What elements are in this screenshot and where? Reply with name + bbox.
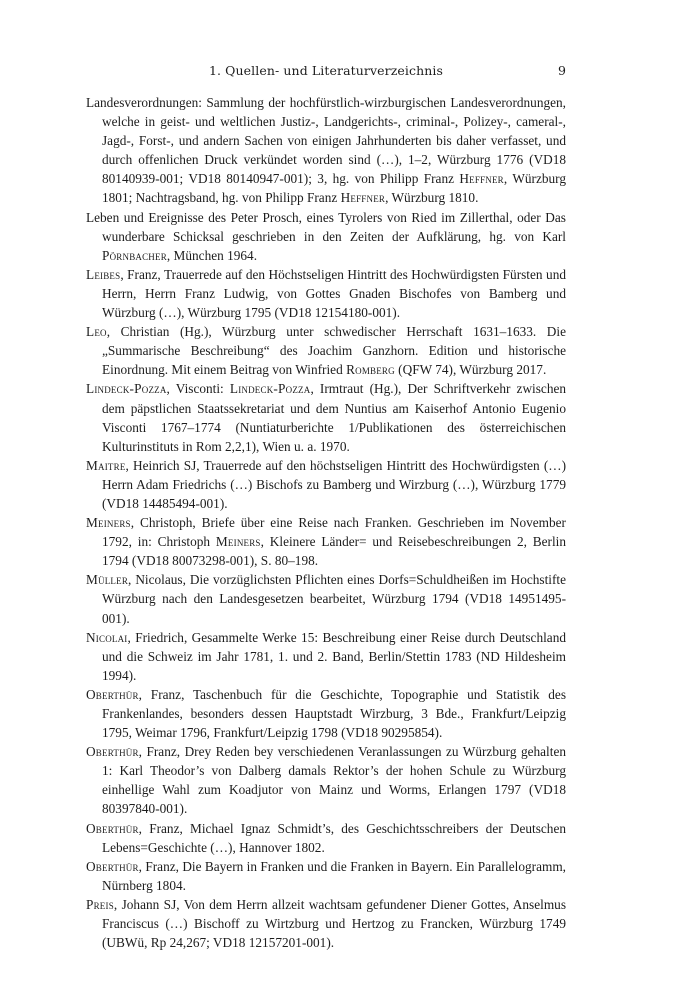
entry-text: , Johann SJ, Von dem Herrn allzeit wachtsam gefundener Diener Gottes, Anselmus Franciscus (…) Bischoff zu Wirtzburg und Hertzog zu Francken, Würzburg 1749 (UBWü, Rp 24,267; VD18 12157201-001). bbox=[102, 896, 566, 951]
entry-text: , Franz, Die Bayern in Franken und die Franken in Bayern. Ein Parallelogramm, Nürnberg 1804. bbox=[102, 858, 566, 893]
entry-text: , Franz, Drey Reden bey verschiedenen Veranlassungen zu Würzburg gehalten 1: Karl Theodor’s von Dalberg damals Rektor’s der hohen Schule zu Würzburg einhellige Wahl zum Koadjutor von Mainz und Worms, Erlangen 1797 (VD18 80397840-001). bbox=[102, 744, 566, 817]
entry-text: , Friedrich, Gesammelte Werke 15: Beschreibung einer Reise durch Deutschland und die Schweiz im Jahr 1781, 1. und 2. Band, Berlin/Stettin 1783 (ND Hildesheim 1994). bbox=[102, 629, 566, 683]
running-header bbox=[86, 61, 566, 81]
entry-author: Preis bbox=[86, 896, 114, 912]
header-title: 1. Quellen- und Literaturverzeichnis bbox=[208, 63, 444, 78]
bibliography-entry bbox=[86, 513, 566, 570]
entry-text: Leben und Ereignisse des Peter Prosch, eines Tyrolers von Ried im Zillerthal, oder Das wunderbare Schicksal geschrieben in den Zeiten der Aufklärung, hg. von Karl bbox=[86, 209, 566, 244]
entry-text: , Visconti: bbox=[166, 381, 230, 397]
entry-author: Oberthür bbox=[86, 820, 139, 836]
entry-author: Oberthür bbox=[86, 686, 139, 702]
entry-name-smallcaps: Romberg bbox=[346, 362, 395, 378]
bibliography-entry bbox=[86, 628, 566, 685]
entry-text: , Nicolaus, Die vorzüglichsten Pflichten eines Dorfs=Schuldheißen im Hochstifte Würzburg nach den Landesgesetzen bearbeitet, Würzburg 1794 (VD18 14951495-001). bbox=[102, 572, 566, 626]
bibliography-list bbox=[86, 93, 566, 952]
entry-name-smallcaps: Lindeck-Pozza bbox=[229, 381, 311, 397]
entry-author: Oberthür bbox=[86, 744, 139, 760]
bibliography-entry bbox=[86, 265, 566, 322]
entry-text: , München 1964. bbox=[166, 247, 258, 263]
entry-text: , Würzburg 1810. bbox=[385, 190, 479, 206]
bibliography-entry bbox=[86, 570, 566, 627]
entry-name-smallcaps: Heffner bbox=[340, 190, 386, 206]
bibliography-entry bbox=[86, 93, 566, 208]
page-number: 9 bbox=[557, 63, 566, 78]
entry-text: , Franz, Michael Ignaz Schmidt’s, des Geschichtsschreibers der Deutschen Lebens=Geschichte (…), Hannover 1802. bbox=[102, 820, 566, 855]
entry-text: , Kleinere Länder= und Reisebeschreibungen 2, Berlin 1794 (VD18 80073298-001), S. 80–198. bbox=[102, 534, 566, 569]
bibliography-entry bbox=[86, 819, 566, 857]
entry-text: Landesverordnungen: Sammlung der hochfürstlich-wirzburgischen Landesverordnungen, welche in geist- und weltlichen Justiz-, Landgerichts-, criminal-, Polizey-, cameral-, Jagd-, Forst-, und andern Sachen von einigen Jahrhunderten bis daher verfasset, und durch offenlichen Druck verkündet worden sind (…), 1–2, Würzburg 1776 (VD18 80140939-001; VD18 80140947-001); 3, hg. von Philipp Franz bbox=[86, 95, 566, 187]
bibliography-entry bbox=[86, 685, 566, 742]
entry-author: Müller bbox=[86, 572, 129, 588]
bibliography-entry bbox=[86, 208, 566, 265]
entry-text: (QFW 74), Würzburg 2017. bbox=[394, 362, 547, 378]
entry-text: , Franz, Taschenbuch für die Geschichte, Topographie und Statistik des Frankenlandes, besonders dessen Hauptstadt Wirzburg, 3 Bde., Frankfurt/Leipzig 1795, Weimar 1796, Frankfurt/Leipzig 1798 (VD18 90295854). bbox=[102, 686, 566, 741]
entry-author: Meiners bbox=[86, 515, 131, 531]
entry-author: Lindeck-Pozza bbox=[86, 381, 167, 397]
entry-text: , Christoph, Briefe über eine Reise nach Franken. Geschrieben im November 1792, in: Christoph bbox=[102, 515, 566, 550]
entry-author: Oberthür bbox=[86, 858, 139, 874]
entry-text: , Würzburg 1801; Nachtragsband, hg. von Philipp Franz bbox=[102, 171, 567, 206]
entry-name-smallcaps: Heffner bbox=[459, 171, 504, 187]
bibliography-entry bbox=[86, 379, 566, 455]
entry-name-smallcaps: Meiners bbox=[215, 534, 261, 550]
bibliography-entry bbox=[86, 895, 566, 952]
entry-author: Leo bbox=[86, 324, 107, 340]
bibliography-entry bbox=[86, 456, 566, 513]
entry-author: Maitre bbox=[86, 457, 126, 473]
bibliography-entry bbox=[86, 322, 566, 379]
entry-author: Leibes bbox=[86, 266, 121, 282]
entry-text: , Franz, Trauerrede auf den Höchstseligen Hintritt des Hochwürdigsten Fürsten und Herrn, Herrn Franz Ludwig, von Gottes Gnaden Bischofes von Bamberg und Würzburg (…), Würzburg 1795 (VD18 12154180-001). bbox=[102, 266, 566, 321]
bibliography-entry bbox=[86, 742, 566, 818]
entry-text: , Heinrich SJ, Trauerrede auf den höchstseligen Hintritt des Hochwürdigsten (…) Herrn Adam Friedrichs (…) Bischofs zu Bamberg und Wirzburg (…), Würzburg 1779 (VD18 14485494-001). bbox=[102, 457, 566, 511]
entry-author: Nicolai bbox=[86, 629, 128, 645]
bibliography-entry bbox=[86, 857, 566, 895]
entry-text: , Irmtraut (Hg.), Der Schriftverkehr zwischen dem päpstlichen Staatssekretariat und dem Nuntius am Kaiserhof Antonio Eugenio Visconti 1767–1774 (Nuntiaturberichte 1/Publikationen des österreichischen Kulturinstituts in Rom 2,2,1), Wien u. a. 1970. bbox=[102, 381, 567, 454]
entry-text: , Christian (Hg.), Würzburg unter schwedischer Herrschaft 1631–1633. Die „Summarische Beschreibung“ des Joachim Ganzhorn. Edition und historische Einordnung. Mit einem Beitrag von Winfried bbox=[102, 324, 566, 378]
entry-name-smallcaps: Pörnbacher bbox=[102, 247, 167, 263]
